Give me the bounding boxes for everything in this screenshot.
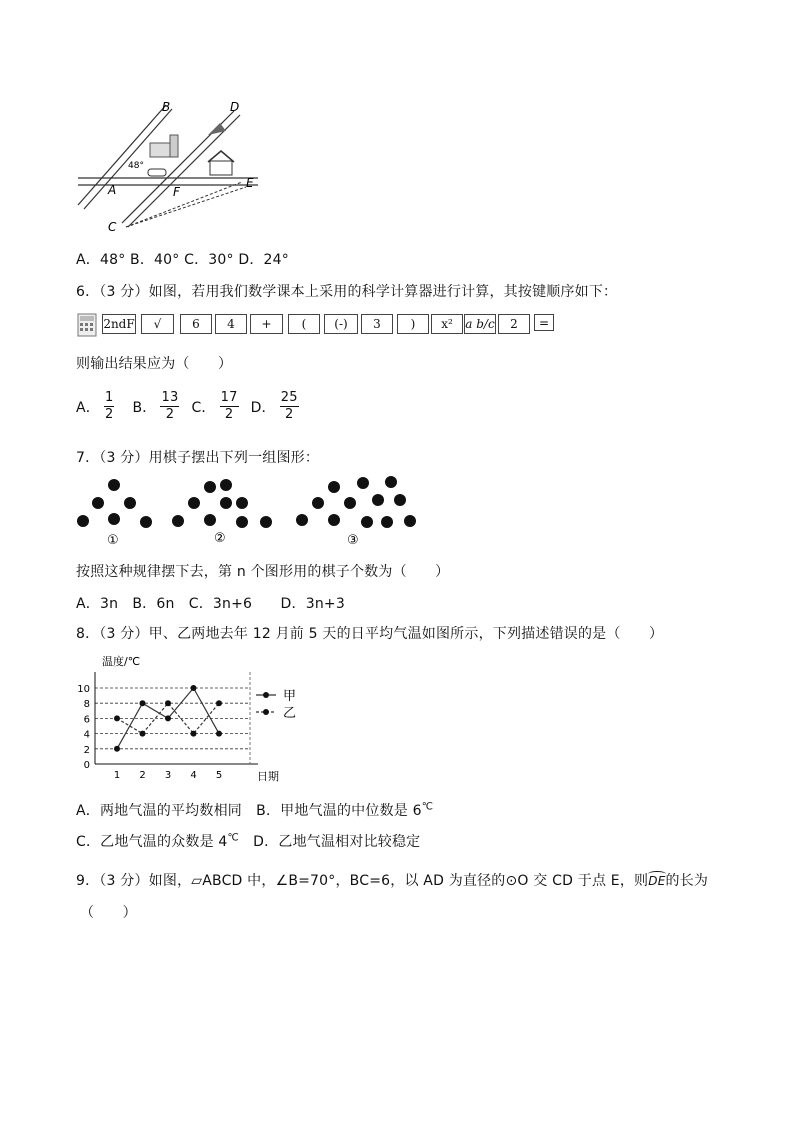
data-point [191,685,197,691]
chess-piece [204,514,216,526]
chess-piece [77,515,89,527]
chess-piece [236,516,248,528]
label-A: A [108,183,117,197]
key-square: x² [431,314,463,334]
label-angle: 48° [128,161,144,171]
q5-options: A．48° B．40° C．30° D．24° [76,252,289,268]
y-tick-label: 8 [83,699,90,711]
q8-options-ab [76,800,433,820]
q6-option-c-label: C． [191,399,216,416]
key-2: 2 [498,314,530,334]
x-tick-label: 4 [190,770,197,781]
arc-label: DE [648,874,666,888]
q5-street-figure [70,95,270,240]
legend-marker [263,692,269,698]
key-negative: (-) [324,314,358,334]
data-point [165,715,171,721]
y-tick-label: 0 [83,760,90,771]
chess-piece [381,516,393,528]
chess-piece [328,514,340,526]
x-axis-label: 日期 [257,770,279,783]
street-edge [84,109,172,209]
figure-label: ① [107,533,119,548]
x-tick-label: 3 [164,770,172,781]
legend-label: 甲 [283,689,297,704]
label-E: E [246,176,254,190]
celsius-unit: ℃ [421,801,434,813]
chess-piece [188,497,200,509]
building-icon [170,135,178,157]
q6-option-a-fraction [104,390,114,423]
label-F: F [173,185,180,199]
data-point [114,746,120,752]
y-tick-label: 10 [77,684,90,695]
q7-options: A．3n B．6n C．3n+6 D．3n+3 [76,596,345,612]
y-axis-label: 温度/℃ [102,655,141,668]
key-open-paren: ( [288,314,320,334]
chess-piece [236,497,248,509]
y-tick-label: 4 [83,729,90,741]
chess-piece [204,481,216,493]
chess-piece [108,479,120,491]
celsius-unit: ℃ [227,832,239,844]
key-3: 3 [361,314,393,334]
arc-symbol [648,871,665,877]
chess-piece [92,497,104,509]
data-point [165,700,171,706]
q8-options-cd [76,831,420,851]
y-tick-label: 2 [83,744,90,756]
q9-blank: （ ） [80,905,137,921]
chess-piece [312,497,324,509]
q6-option-c-fraction [220,390,239,423]
fraction-denominator: 2 [285,407,294,422]
key-sqrt: √ [141,314,174,334]
x-tick-label: 1 [113,770,121,781]
legend-label: 乙 [283,706,297,721]
q7-pattern-figure [70,472,430,552]
chess-piece [108,513,120,525]
dashed-line [126,187,246,227]
key-6: 6 [180,314,212,334]
key-fraction: a b/c [464,314,496,334]
q6-option-b-label: B． [132,399,157,416]
house-roof-icon [208,151,234,162]
chess-piece [260,516,272,528]
chess-piece [372,494,384,506]
fraction-numerator: 17 [220,390,238,405]
q8-option-ab-text: A．两地气温的平均数相同 B．甲地气温的中位数是 6 [76,803,422,819]
data-point [140,700,146,706]
q6-option-b-fraction [160,390,179,423]
tree-icon [208,123,226,135]
q9-stem-end: 的长为 [665,873,709,889]
chess-piece [361,516,373,528]
chess-piece [357,477,369,489]
q6-option-a-label: A． [76,399,100,416]
key-plus: + [250,314,283,334]
chess-piece [172,515,184,527]
data-point [114,715,120,721]
chart-ticks [77,684,222,781]
chess-piece [385,476,397,488]
chess-piece [394,494,406,506]
chess-piece [404,515,416,527]
q6-option-d-label: D． [250,399,276,416]
legend-marker [263,709,269,715]
fraction-numerator: 25 [280,390,298,405]
house-icon [210,161,232,175]
label-B: B [162,100,171,114]
figure-label: ② [214,531,226,546]
label-D: D [230,100,240,114]
data-point [216,731,222,737]
q7-rule-line: 按照这种规律摆下去，第 n 个图形用的棋子个数为（ ） [76,564,450,580]
fraction-denominator: 2 [224,407,234,422]
figure-label: ③ [347,533,359,548]
chart-legend [256,689,296,721]
data-point [216,700,222,706]
key-equals: = [534,314,554,331]
calculator-icon [76,312,98,338]
data-point [140,731,146,737]
q6-result-line: 则输出结果应为（ ） [76,356,233,372]
x-tick-label: 5 [215,770,223,781]
dashed-line [126,182,242,227]
chess-piece [124,497,136,509]
q9-stem [76,870,708,890]
fraction-numerator: 1 [104,390,114,405]
q6-option-d-fraction [280,390,299,423]
data-point [191,731,197,737]
fraction-denominator: 2 [104,407,114,422]
key-4: 4 [215,314,247,334]
chess-piece [296,514,308,526]
car-icon [148,169,166,176]
q9-stem-text: 9．（3 分）如图，▱ABCD 中，∠B=70°，BC=6，以 AD 为直径的⊙O 交 CD 于点 E，则 [76,873,649,889]
q8-option-c-text: C．乙地气温的众数是 4 [76,834,228,850]
fraction-numerator: 13 [161,390,179,405]
arc-de [648,874,665,888]
chess-piece [220,479,232,491]
q7-stem: 7．（3 分）用棋子摆出下列一组图形： [76,450,320,466]
label-C: C [108,220,117,234]
temperature-line-chart [70,648,310,788]
chess-piece [140,516,152,528]
q8-option-d-text: D．乙地气温相对比较稳定 [238,834,421,850]
q6-options [76,390,303,423]
x-tick-label: 2 [139,770,146,781]
q6-stem: 6．（3 分）如图，若用我们数学课本上采用的科学计算器进行计算，其按键顺序如下： [76,284,618,300]
key-2ndf: 2ndF [102,314,136,334]
q8-stem: 8．（3 分）甲、乙两地去年 12 月前 5 天的日平均气温如图所示，下列描述错误的是（ ） [76,626,664,642]
chess-piece [328,481,340,493]
chess-piece [344,497,356,509]
chess-piece [220,497,232,509]
fraction-denominator: 2 [165,407,175,422]
y-tick-label: 6 [83,714,90,726]
key-close-paren: ) [397,314,429,334]
